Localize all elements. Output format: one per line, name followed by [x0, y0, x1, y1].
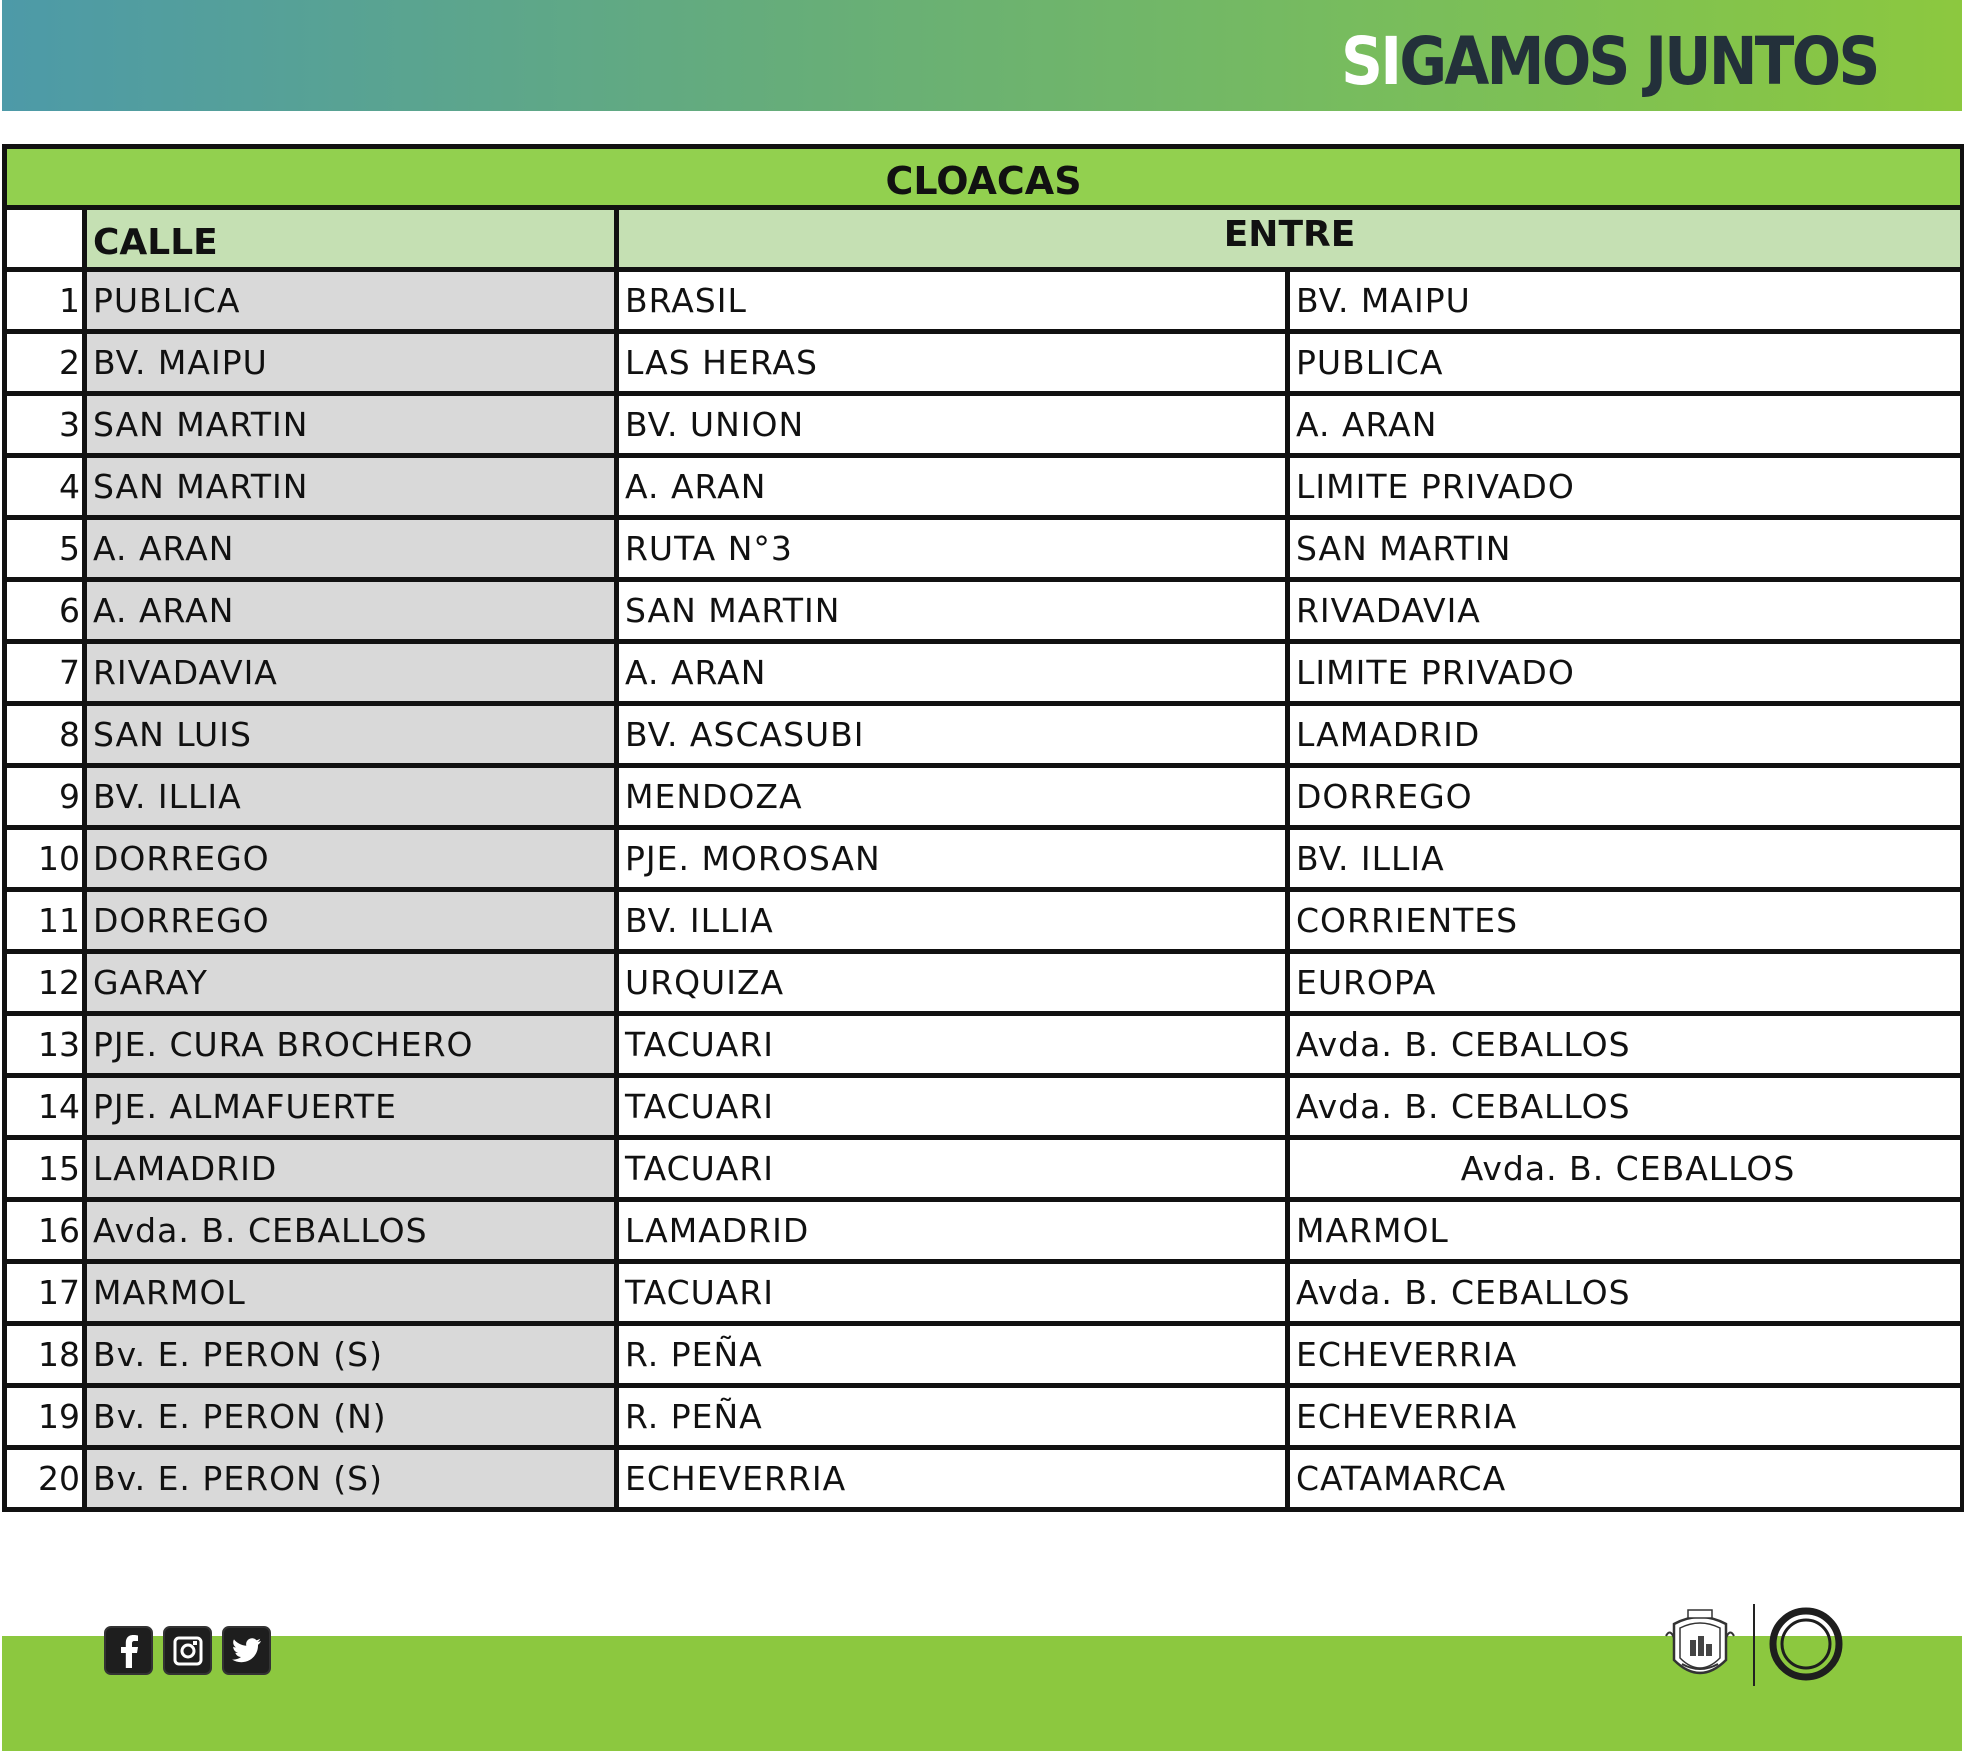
entre-desde-cell: LAMADRID [617, 1200, 1288, 1262]
table-row [5, 1138, 1963, 1200]
entre-hasta-cell: LIMITE PRIVADO [1288, 456, 1963, 518]
header-blank-cell [5, 208, 85, 270]
brand-part-si: SI [1341, 23, 1400, 100]
row-number: 15 [5, 1138, 85, 1200]
calle-cell: DORREGO [85, 828, 617, 890]
entre-hasta-cell: SAN MARTIN [1288, 518, 1963, 580]
twitter-icon[interactable] [222, 1626, 271, 1675]
row-number: 4 [5, 456, 85, 518]
entre-hasta-cell: BV. MAIPU [1288, 270, 1963, 332]
calle-cell: LAMADRID [85, 1138, 617, 1200]
entre-desde-cell: PJE. MOROSAN [617, 828, 1288, 890]
calle-cell: PJE. CURA BROCHERO [85, 1014, 617, 1076]
row-number: 1 [5, 270, 85, 332]
table-row [5, 518, 1963, 580]
table-row [5, 394, 1963, 456]
entre-desde-cell: R. PEÑA [617, 1324, 1288, 1386]
social-icons [104, 1626, 271, 1675]
calle-cell: GARAY [85, 952, 617, 1014]
facebook-icon[interactable] [104, 1626, 153, 1675]
entre-desde-cell: ECHEVERRIA [617, 1448, 1288, 1510]
entre-desde-cell: MENDOZA [617, 766, 1288, 828]
brand-part-gamos-juntos: GAMOS JUNTOS [1399, 23, 1878, 100]
table-row [5, 828, 1963, 890]
entre-desde-cell: URQUIZA [617, 952, 1288, 1014]
table-row [5, 952, 1963, 1014]
entre-desde-cell: TACUARI [617, 1014, 1288, 1076]
entre-desde-cell: BV. UNION [617, 394, 1288, 456]
calle-cell: Bv. E. PERON (S) [85, 1324, 617, 1386]
entre-hasta-cell: PUBLICA [1288, 332, 1963, 394]
row-number: 5 [5, 518, 85, 580]
entre-hasta-cell: CORRIENTES [1288, 890, 1963, 952]
row-number: 20 [5, 1448, 85, 1510]
table-row [5, 1448, 1963, 1510]
entre-hasta-cell: ECHEVERRIA [1288, 1386, 1963, 1448]
municipal-seal-logo [1666, 1610, 1734, 1673]
entre-hasta-cell: ECHEVERRIA [1288, 1324, 1963, 1386]
entre-desde-cell: RUTA N°3 [617, 518, 1288, 580]
table-header-row [5, 208, 1963, 270]
row-number: 16 [5, 1200, 85, 1262]
table-row [5, 1200, 1963, 1262]
row-number: 3 [5, 394, 85, 456]
entre-desde-cell: A. ARAN [617, 642, 1288, 704]
entre-desde-cell: LAS HERAS [617, 332, 1288, 394]
calle-cell: A. ARAN [85, 580, 617, 642]
table-row [5, 332, 1963, 394]
header-entre: ENTRE [617, 208, 1963, 270]
row-number: 6 [5, 580, 85, 642]
row-number: 9 [5, 766, 85, 828]
calle-cell: SAN LUIS [85, 704, 617, 766]
calle-cell: A. ARAN [85, 518, 617, 580]
entre-desde-cell: BRASIL [617, 270, 1288, 332]
calle-cell: PUBLICA [85, 270, 617, 332]
table-row [5, 456, 1963, 518]
entre-hasta-cell: Avda. B. CEBALLOS [1288, 1014, 1963, 1076]
calle-cell: RIVADAVIA [85, 642, 617, 704]
table-row [5, 1324, 1963, 1386]
entre-hasta-cell: CATAMARCA [1288, 1448, 1963, 1510]
row-number: 12 [5, 952, 85, 1014]
entre-hasta-cell: Avda. B. CEBALLOS [1288, 1076, 1963, 1138]
calle-cell: Avda. B. CEBALLOS [85, 1200, 617, 1262]
entre-hasta-cell: LIMITE PRIVADO [1288, 642, 1963, 704]
entre-hasta-cell: RIVADAVIA [1288, 580, 1963, 642]
header-calle: CALLE [85, 208, 617, 270]
footer-logos [1660, 1598, 1860, 1692]
table-row [5, 704, 1963, 766]
table-row [5, 890, 1963, 952]
row-number: 11 [5, 890, 85, 952]
row-number: 17 [5, 1262, 85, 1324]
entre-hasta-cell: MARMOL [1288, 1200, 1963, 1262]
entre-desde-cell: A. ARAN [617, 456, 1288, 518]
calle-cell: PJE. ALMAFUERTE [85, 1076, 617, 1138]
ring-logo [1773, 1611, 1839, 1677]
calle-cell: BV. MAIPU [85, 332, 617, 394]
table-title: CLOACAS [5, 147, 1963, 208]
entre-hasta-cell: A. ARAN [1288, 394, 1963, 456]
row-number: 19 [5, 1386, 85, 1448]
row-number: 7 [5, 642, 85, 704]
row-number: 8 [5, 704, 85, 766]
cloacas-table [2, 144, 1964, 1512]
table-row [5, 1262, 1963, 1324]
instagram-icon[interactable] [163, 1626, 212, 1675]
row-number: 18 [5, 1324, 85, 1386]
entre-hasta-cell: Avda. B. CEBALLOS [1288, 1262, 1963, 1324]
entre-desde-cell: R. PEÑA [617, 1386, 1288, 1448]
entre-desde-cell: BV. ILLIA [617, 890, 1288, 952]
entre-hasta-cell: BV. ILLIA [1288, 828, 1963, 890]
calle-cell: SAN MARTIN [85, 394, 617, 456]
table-row [5, 766, 1963, 828]
entre-desde-cell: TACUARI [617, 1138, 1288, 1200]
entre-desde-cell: TACUARI [617, 1262, 1288, 1324]
calle-cell: DORREGO [85, 890, 617, 952]
entre-desde-cell: TACUARI [617, 1076, 1288, 1138]
table-row [5, 642, 1963, 704]
entre-hasta-cell: LAMADRID [1288, 704, 1963, 766]
brand-wordmark [1341, 20, 1878, 104]
header-banner [2, 0, 1962, 111]
table-row [5, 1076, 1963, 1138]
table-row [5, 580, 1963, 642]
row-number: 14 [5, 1076, 85, 1138]
entre-hasta-cell: EUROPA [1288, 952, 1963, 1014]
entre-hasta-cell: Avda. B. CEBALLOS [1288, 1138, 1963, 1200]
entre-hasta-cell: DORREGO [1288, 766, 1963, 828]
calle-cell: Bv. E. PERON (S) [85, 1448, 617, 1510]
calle-cell: BV. ILLIA [85, 766, 617, 828]
calle-cell: MARMOL [85, 1262, 617, 1324]
calle-cell: SAN MARTIN [85, 456, 617, 518]
entre-desde-cell: BV. ASCASUBI [617, 704, 1288, 766]
table-row [5, 1014, 1963, 1076]
row-number: 10 [5, 828, 85, 890]
table-title-row [5, 147, 1963, 208]
row-number: 2 [5, 332, 85, 394]
row-number: 13 [5, 1014, 85, 1076]
entre-desde-cell: SAN MARTIN [617, 580, 1288, 642]
calle-cell: Bv. E. PERON (N) [85, 1386, 617, 1448]
table-row [5, 1386, 1963, 1448]
table-row [5, 270, 1963, 332]
